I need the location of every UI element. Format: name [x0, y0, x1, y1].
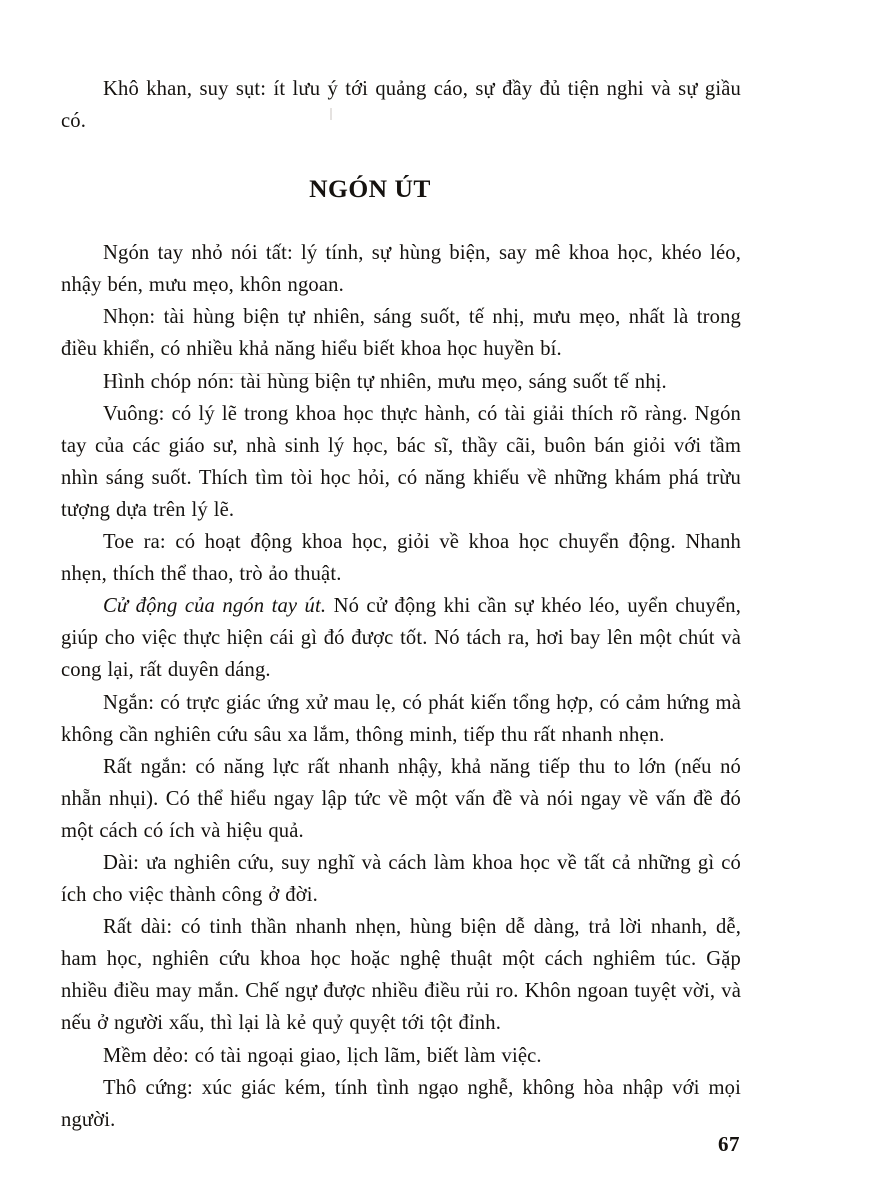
- page-number: 67: [718, 1132, 740, 1156]
- paragraph-toe-ra: Toe ra: có hoạt động khoa học, giỏi về khoa học chuyển động. Nhanh nhẹn, thích thể thao, trò ảo thuật.: [61, 531, 741, 586]
- paragraph-nhon: Nhọn: tài hùng biện tự nhiên, sáng suốt, tế nhị, mưu mẹo, nhất là trong điều khiển, có nhiều khả năng hiểu biết khoa học huyền bí.: [61, 306, 741, 361]
- paragraph-ngon-tay-nho: Ngón tay nhỏ nói tất: lý tính, sự hùng biện, say mê khoa học, khéo léo, nhậy bén, mưu mẹo, khôn ngoan.: [61, 242, 741, 297]
- paragraph-ngan: Ngắn: có trực giác ứng xử mau lẹ, có phát kiến tổng hợp, có cảm hứng mà không cần nghiên cứu sâu xa lắm, thông minh, tiếp thu rất nhanh nhẹn.: [61, 691, 741, 746]
- paragraph-vuong: Vuông: có lý lẽ trong khoa học thực hành, có tài giải thích rõ ràng. Ngón tay của các giáo sư, nhà sinh lý học, bác sĩ, thầy cãi, buôn bán giỏi với tầm nhìn sáng suốt. Thích tìm tòi học hỏi, có năng khiếu về những khám phá trừu tượng dựa trên lý lẽ.: [61, 402, 741, 521]
- paragraph-cu-dong-body: Nó cử động khi cần sự khéo léo, uyển chuyển, giúp cho việc thực hiện cái gì đó được tốt. Nó tách ra, hơi bay lên một chút và cong lại, rất duyên dáng.: [61, 595, 742, 682]
- paragraph-kho-khan: Khô khan, suy sụt: ít lưu ý tới quảng cáo, sự đầy đủ tiện nghi và sự giầu có.: [61, 78, 741, 133]
- paragraph-rat-ngan: Rất ngắn: có năng lực rất nhanh nhậy, khả năng tiếp thu to lớn (nếu nó nhẵn nhụi). Có thể hiểu ngay lập tức về một vấn đề và nói ngay về vấn đề đó một cách có ích và hiệu quả.: [61, 755, 741, 842]
- paragraph-rat-dai: Rất dài: có tinh thần nhanh nhẹn, hùng biện dễ dàng, trả lời nhanh, dễ, ham học, nghiên cứu khoa học hoặc nghệ thuật một cách nghiêm túc. Gặp nhiều điều may mắn. Chế ngự được nhiều điều rủi ro. Khôn ngoan tuyệt vời, và nếu ở người xấu, thì lại là kẻ quỷ quyệt tới tột đỉnh.: [61, 916, 741, 1035]
- heading-space-below: [61, 204, 741, 237]
- section-heading: NGÓN ÚT: [309, 174, 431, 204]
- heading-space-above: [61, 137, 741, 174]
- paragraph-mem-deo: Mềm dẻo: có tài ngoại giao, lịch lãm, biết làm việc.: [103, 1044, 542, 1067]
- paragraph-tho-cung: Thô cứng: xúc giác kém, tính tình ngạo nghễ, không hòa nhập với mọi người.: [61, 1076, 741, 1131]
- paragraph-cu-dong-lead: Cử động của ngón tay út.: [103, 595, 327, 618]
- page-body: [61, 73, 741, 1136]
- paragraph-cu-dong: [61, 590, 741, 686]
- paragraph-dai: Dài: ưa nghiên cứu, suy nghĩ và cách làm khoa học về tất cả những gì có ích cho việc thành công ở đời.: [61, 851, 741, 907]
- paragraph-hinh-chop-non: Hình chóp nón: tài hùng biện tự nhiên, mưu mẹo, sáng suốt tế nhị.: [103, 370, 667, 393]
